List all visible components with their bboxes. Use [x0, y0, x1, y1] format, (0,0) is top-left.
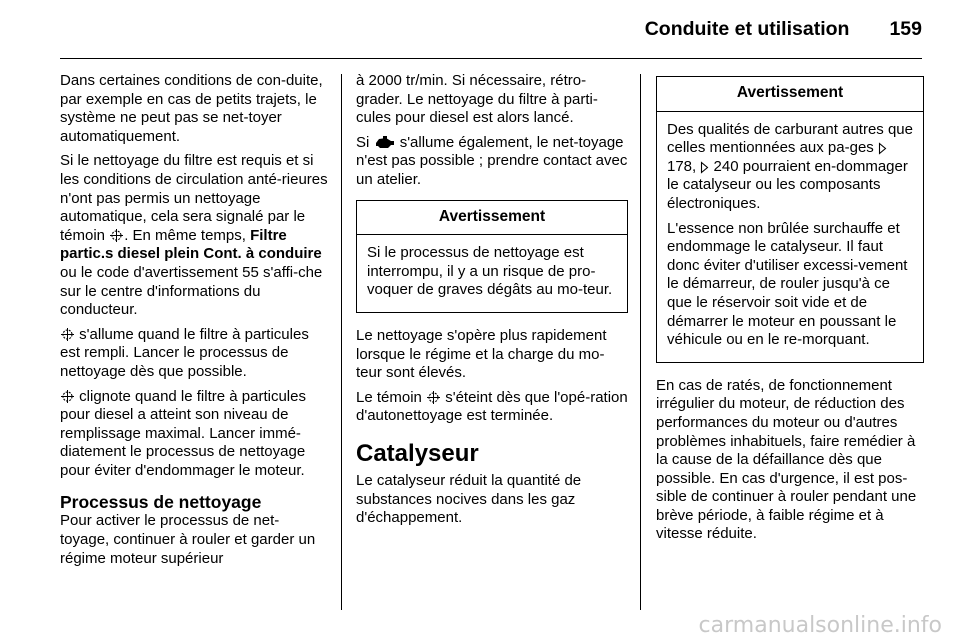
subheading: Processus de nettoyage: [60, 492, 262, 513]
paragraph: Si s'allume également, le net-toyage n'est pas possible ; prendre contact avec un atelier.: [356, 133, 628, 188]
paragraph: clignote quand le filtre à particules pour diesel a atteint son niveau de remplissage maximal. Lancer immé-diatement le processus de nettoyage pour éviter d'endommager le moteur.: [60, 387, 306, 479]
page-number: 159: [889, 18, 922, 40]
column-divider: [341, 74, 342, 610]
warning-box: [656, 76, 924, 363]
warning-text: L'essence non brûlée surchauffe et endommage le catalyseur. Il faut donc éviter d'utiliser excessi-vement le démarreur, de rouler jusqu'à ce que le réservoir soit vide et de démarrer le moteur en poussant le véhicule ou en le re-morquant.: [667, 219, 908, 349]
paragraph: Le nettoyage s'opère plus rapidement lorsque le régime et la charge du mo-teur sont élevés.: [356, 326, 607, 382]
warning-box: [356, 200, 628, 313]
dpf-warning-icon: [426, 390, 441, 405]
dpf-warning-icon: [109, 228, 124, 243]
page-reference-arrow-icon[interactable]: [878, 142, 887, 155]
column-3: [656, 72, 924, 550]
section-heading: Catalyseur: [356, 439, 479, 467]
warning-title: Avertissement: [657, 77, 923, 112]
warning-text: Des qualités de carburant autres que celles mentionnées aux pa-ges 178, 240 pourraient en-dommager le catalyseur ou les composants électroniques.: [667, 120, 913, 212]
warning-text: Si le processus de nettoyage est interrompu, il y a un risque de pro-voquer de graves dégâts au mo-teur.: [367, 244, 613, 299]
paragraph: Le témoin s'éteint dès que l'opé-ration d'autonettoyage est terminée.: [356, 388, 628, 425]
column-divider: [640, 74, 641, 610]
header-rule: [60, 58, 922, 59]
page-reference-link[interactable]: 240: [713, 157, 739, 175]
paragraph: Pour activer le processus de net-toyage, continuer à rouler et garder un régime moteur supérieur: [60, 512, 316, 567]
column-2: [356, 72, 628, 534]
dpf-warning-icon: [60, 327, 75, 342]
column-1: [60, 72, 328, 574]
paragraph: s'allume quand le filtre à particules est rempli. Lancer le processus de nettoyage dès que possible.: [60, 325, 309, 380]
dpf-warning-icon: [60, 389, 75, 404]
watermark: carmanualsonline.info: [698, 613, 942, 638]
engine-check-icon: [374, 135, 396, 150]
paragraph: En cas de ratés, de fonctionnement irrégulier du moteur, de réduction des performances du moteur ou d'autres problèmes inhabituels, faire remédier à la cause de la défaillance dès que possible. En cas d'urgence, il est pos-sible de continuer à rouler pendant une brève période, à faible régime et à vitesse réduite.: [656, 376, 917, 543]
page-header: [645, 18, 922, 41]
page-reference-arrow-icon[interactable]: [700, 161, 709, 174]
paragraph: Dans certaines conditions de con-duite, par exemple en cas de petits trajets, le système ne peut pas se net-toyer automatiquement.: [60, 72, 323, 145]
section-title: Conduite et utilisation: [644, 18, 850, 40]
warning-title: Avertissement: [357, 201, 627, 236]
page-reference-link[interactable]: 178,: [667, 157, 697, 175]
paragraph: à 2000 tr/min. Si nécessaire, rétro-grader. Le nettoyage du filtre à parti-cules pour diesel est alors lancé.: [356, 72, 598, 127]
paragraph: Le catalyseur réduit la quantité de substances nocives dans les gaz d'échappement.: [356, 471, 582, 527]
paragraph: Si le nettoyage du filtre est requis et si les conditions de circulation anté-rieures n'ont pas permis un nettoyage automatique, cela sera signalé par le témoin . En même temps, Filtre partic.s diesel plein Cont. à conduire ou le code d'avertissement 55 s'affi-che sur le centre d'informations du conducteur.: [60, 152, 328, 319]
